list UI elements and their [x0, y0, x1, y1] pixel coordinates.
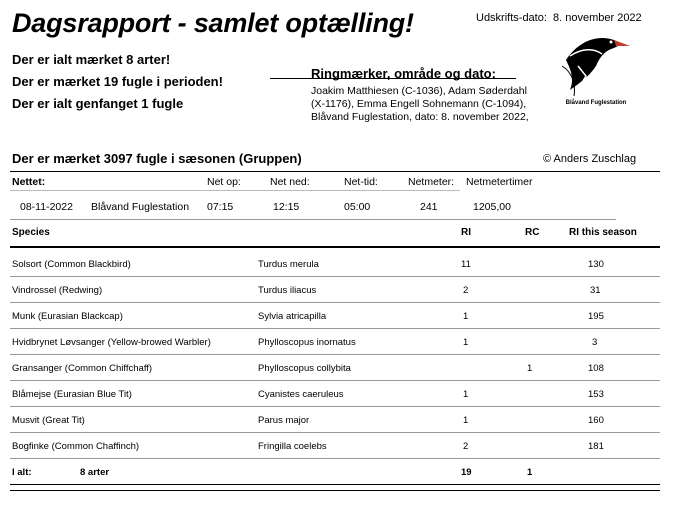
rc-value: 1: [527, 363, 533, 374]
net-up-value: 07:15: [207, 201, 234, 213]
row-divider: [10, 354, 660, 355]
col-ri-season: RI this season: [569, 227, 637, 238]
row-divider: [10, 302, 660, 303]
net-header-divider: [10, 190, 460, 191]
ri-value: 11: [461, 259, 471, 270]
ri-season-value: 153: [588, 389, 604, 400]
latin-name: Parus major: [258, 415, 310, 426]
ri-season-value: 160: [588, 415, 604, 426]
net-location: Blåvand Fuglestation: [91, 201, 190, 213]
report-title: Dagsrapport - samlet optælling!: [12, 8, 414, 38]
species-count-line: Der er ialt mærket 8 arter!: [12, 52, 171, 67]
col-ri: RI: [461, 227, 471, 238]
copyright: © Anders Zuschlag: [543, 153, 637, 165]
total-species-count: 8 arter: [80, 467, 110, 478]
row-divider: [10, 328, 660, 329]
ringers-heading: Ringmærker, område og dato:: [311, 66, 496, 81]
row-divider: [10, 458, 660, 459]
net-date: 08-11-2022: [20, 201, 73, 213]
species-name: Bogfinke (Common Chaffinch): [12, 441, 140, 452]
ri-season-value: 195: [588, 311, 604, 322]
table-header-divider: [10, 246, 660, 248]
latin-name: Phylloscopus collybita: [258, 363, 351, 374]
net-down-label: Net ned:: [270, 176, 310, 188]
total-divider-top: [10, 484, 660, 485]
ri-season-value: 108: [588, 363, 604, 374]
row-divider: [10, 276, 660, 277]
net-meter-hours-label: Netmetertimer: [466, 176, 533, 188]
ri-season-value: 3: [592, 337, 598, 348]
ri-season-value: 181: [588, 441, 604, 452]
latin-name: Turdus merula: [258, 259, 319, 270]
ringers-heading-underline: [270, 78, 516, 79]
species-name: Solsort (Common Blackbird): [12, 259, 131, 270]
col-rc: RC: [525, 227, 540, 238]
species-name: Vindrossel (Redwing): [12, 285, 103, 296]
species-name: Gransanger (Common Chiffchaff): [12, 363, 153, 374]
latin-name: Turdus iliacus: [258, 285, 317, 296]
total-ri: 19: [461, 467, 472, 478]
row-divider: [10, 406, 660, 407]
season-divider: [10, 171, 660, 172]
net-meters-value: 241: [420, 201, 438, 213]
net-meter-hours-value: 1205,00: [473, 201, 511, 213]
net-time-label: Net-tid:: [344, 176, 378, 188]
ringers-text: Joakim Matthiesen (C-1036), Adam Søderdahl (X-1176), Emma Engell Sohnemann (C-1094), Blåvand Fuglestation, dato: 8. november 2022,: [311, 85, 529, 123]
birds-count-line: Der er mærket 19 fugle i perioden!: [12, 74, 223, 89]
ri-value: 2: [463, 441, 469, 452]
net-meters-label: Netmeter:: [408, 176, 455, 188]
species-name: Munk (Eurasian Blackcap): [12, 311, 123, 322]
latin-name: Sylvia atricapilla: [258, 311, 327, 322]
recaptured-line: Der er ialt genfanget 1 fugle: [12, 96, 184, 111]
net-time-value: 05:00: [344, 201, 371, 213]
print-date-label: Udskrifts-dato:: [476, 12, 547, 24]
net-values-divider: [10, 219, 616, 220]
print-date: 8. november 2022: [553, 12, 642, 24]
latin-name: Cyanistes caeruleus: [258, 389, 344, 400]
net-up-label: Net op:: [207, 176, 241, 188]
ri-value: 1: [463, 337, 469, 348]
row-divider: [10, 432, 660, 433]
total-label: I alt:: [12, 467, 32, 478]
ri-value: 1: [463, 311, 469, 322]
ri-value: 1: [463, 389, 469, 400]
logo-caption: Blåvand Fuglestation: [565, 100, 627, 106]
total-divider-bottom: [10, 490, 660, 491]
row-divider: [10, 380, 660, 381]
ri-season-value: 130: [588, 259, 604, 270]
species-name: Hvidbrynet Løvsanger (Yellow-browed Warbler): [12, 337, 211, 348]
ri-value: 2: [463, 285, 469, 296]
species-name: Musvit (Great Tit): [12, 415, 85, 426]
col-species: Species: [12, 227, 50, 238]
station-logo: [556, 20, 636, 112]
species-name: Blåmejse (Eurasian Blue Tit): [12, 389, 132, 400]
latin-name: Phylloscopus inornatus: [258, 337, 356, 348]
ri-value: 1: [463, 415, 469, 426]
total-rc: 1: [527, 467, 533, 478]
season-total-line: Der er mærket 3097 fugle i sæsonen (Gruppen): [12, 151, 302, 166]
ri-season-value: 31: [590, 285, 601, 296]
latin-name: Fringilla coelebs: [258, 441, 327, 452]
net-label: Nettet:: [12, 176, 46, 188]
bird-logo-icon: [556, 20, 636, 112]
net-down-value: 12:15: [273, 201, 300, 213]
